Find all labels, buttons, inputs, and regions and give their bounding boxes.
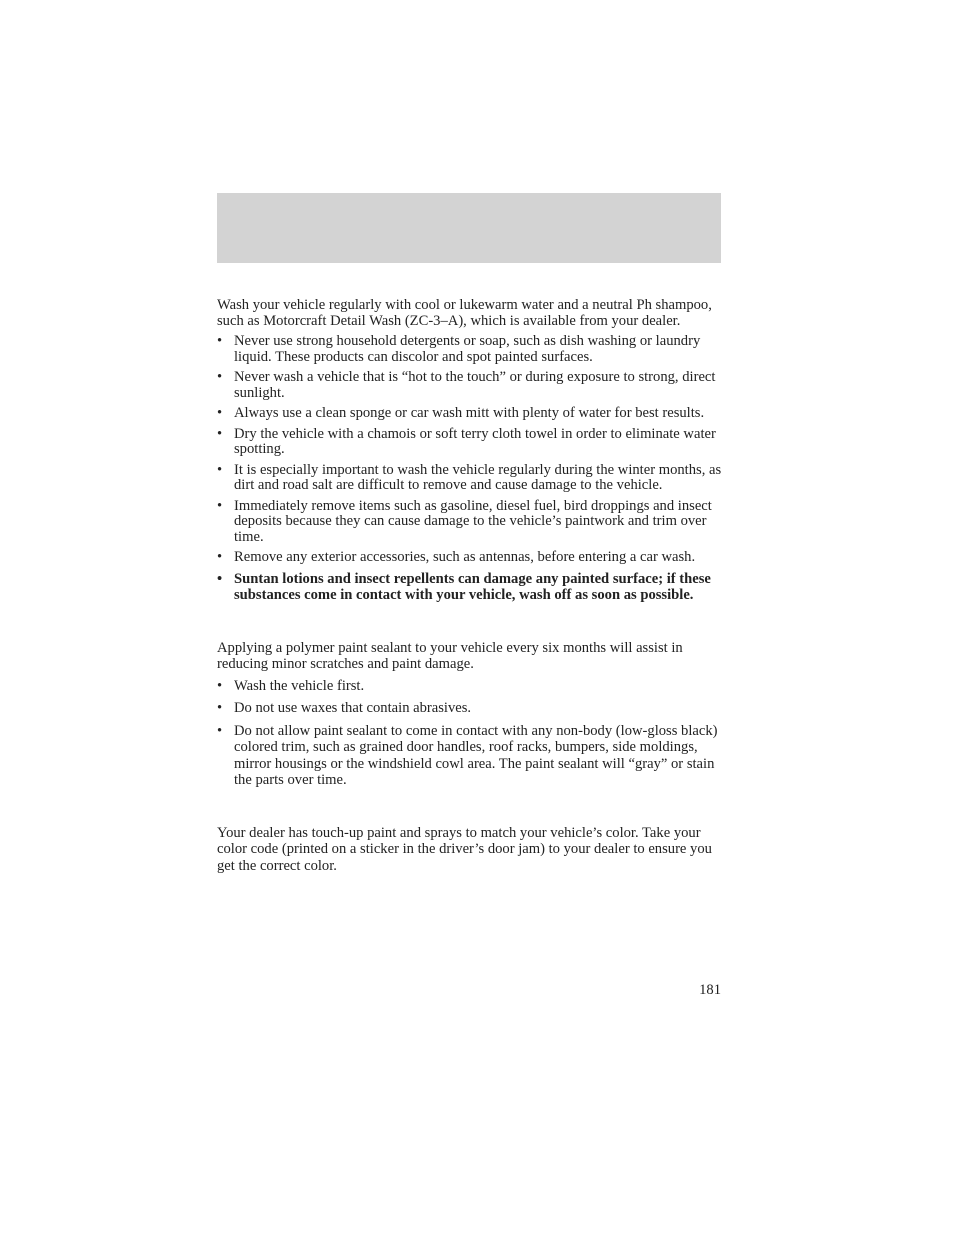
bullet-icon: •: [217, 722, 223, 739]
bullet-icon: •: [217, 369, 223, 385]
bullet-icon: •: [217, 570, 223, 587]
list-item: • It is especially important to wash the vehicle regularly during the winter months, as dirt and road salt are difficult to remove and cause damage to the vehicle.: [217, 461, 722, 493]
list-item: • Remove any exterior accessories, such as antennas, before entering a car wash.: [217, 549, 696, 565]
bullet-icon: •: [217, 497, 223, 514]
bullet-icon: •: [217, 333, 223, 349]
bullet-icon: •: [217, 461, 223, 478]
warning-item: • Suntan lotions and insect repellents can damage any painted surface; if these substances come in contact with your vehicle, wash off as soon as possible.: [217, 570, 711, 603]
sealant-list: [217, 678, 723, 789]
list-item: • Do not allow paint sealant to come in contact with any non-body (low-gloss black) colored trim, such as grained door handles, roof racks, bumpers, side moldings, mirror housings or the windshield cowl area. The paint sealant will “gray” or stain the parts over time.: [217, 722, 718, 788]
page-number: 181: [699, 982, 721, 998]
bullet-icon: •: [217, 549, 223, 565]
washing-list: [217, 334, 723, 604]
list-item: • Immediately remove items such as gasoline, diesel fuel, bird droppings and insect deposits because they can cause damage to the vehicle’s paintwork and trim over time.: [217, 497, 712, 545]
list-item: • Dry the vehicle with a chamois or soft terry cloth towel in order to eliminate water spotting.: [217, 425, 716, 457]
list-item: • Always use a clean sponge or car wash mitt with plenty of water for best results.: [217, 405, 705, 421]
touchup-text: Your dealer has touch-up paint and sprays to match your vehicle’s color. Take your color code (printed on a sticker in the driver’s door jam) to your dealer to ensure you get the correct color.: [217, 824, 712, 874]
list-item: • Wash the vehicle first.: [217, 677, 365, 694]
washing-intro: Wash your vehicle regularly with cool or lukewarm water and a neutral Ph shampoo, such as Motorcraft Detail Wash (ZC-3–A), which is available from your dealer.: [217, 297, 712, 329]
page-content: [217, 298, 723, 874]
bullet-icon: •: [217, 405, 223, 421]
bullet-icon: •: [217, 425, 223, 442]
bullet-icon: •: [217, 677, 223, 694]
section-header-band: [217, 193, 721, 263]
list-item: • Never wash a vehicle that is “hot to the touch” or during exposure to strong, direct sunlight.: [217, 369, 716, 401]
list-item: • Do not use waxes that contain abrasives.: [217, 700, 472, 716]
list-item: • Never use strong household detergents or soap, such as dish washing or laundry liquid. These products can discolor and spot painted surfaces.: [217, 333, 701, 365]
bullet-icon: •: [217, 700, 223, 716]
sealant-intro: Applying a polymer paint sealant to your vehicle every six months will assist in reducing minor scratches and paint damage.: [217, 639, 683, 672]
